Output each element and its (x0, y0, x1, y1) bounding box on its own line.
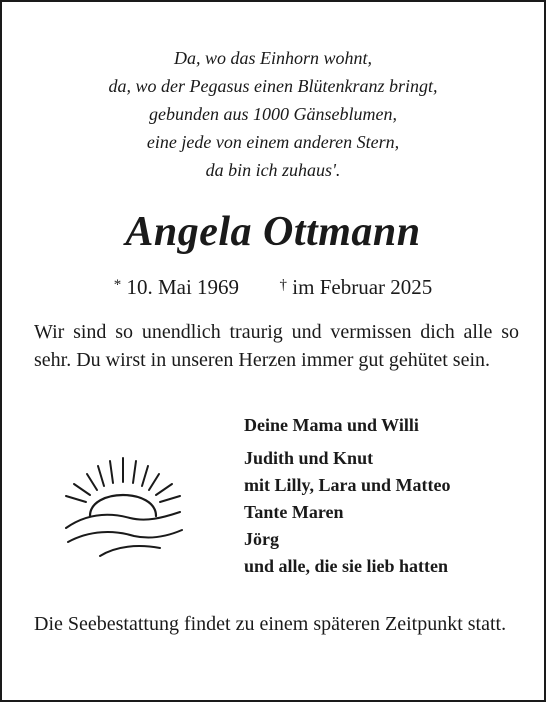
poem (2, 44, 544, 184)
sunset-over-hills-icon (60, 452, 186, 562)
mourner: Judith und Knut (244, 448, 374, 468)
birth-star-icon: * (113, 277, 122, 293)
poem-line: eine jede von einem anderen Stern, (146, 132, 400, 152)
poem-line: da, wo der Pegasus einen Blütenkranz bringt, (108, 76, 438, 96)
mourning-message: Wir sind so unendlich traurig und vermissen dich alle so sehr. Du wirst in unseren Herzen immer gut gehütet sein. (34, 321, 519, 371)
mourner: Deine Mama und Willi (244, 415, 419, 435)
mourner: mit Lilly, Lara und Matteo (244, 475, 451, 495)
deceased-name: Angela Ottmann (125, 209, 421, 255)
poem-line: Da, wo das Einhorn wohnt, (173, 48, 373, 68)
life-dates (2, 270, 544, 302)
death-date: im Februar 2025 (292, 275, 433, 299)
funeral-note: Die Seebestattung findet zu einem späteren Zeitpunkt statt. (34, 613, 507, 635)
mourners-list (244, 412, 534, 580)
death-cross-icon: † (279, 277, 288, 293)
poem-line: da bin ich zuhaus'. (205, 160, 341, 180)
birth-date: 10. Mai 1969 (126, 275, 240, 299)
poem-line: gebunden aus 1000 Gänseblumen, (149, 104, 397, 124)
mourner: Tante Maren (244, 502, 344, 522)
mourner: Jörg (244, 529, 279, 549)
mourner: und alle, die sie lieb hatten (244, 556, 449, 576)
